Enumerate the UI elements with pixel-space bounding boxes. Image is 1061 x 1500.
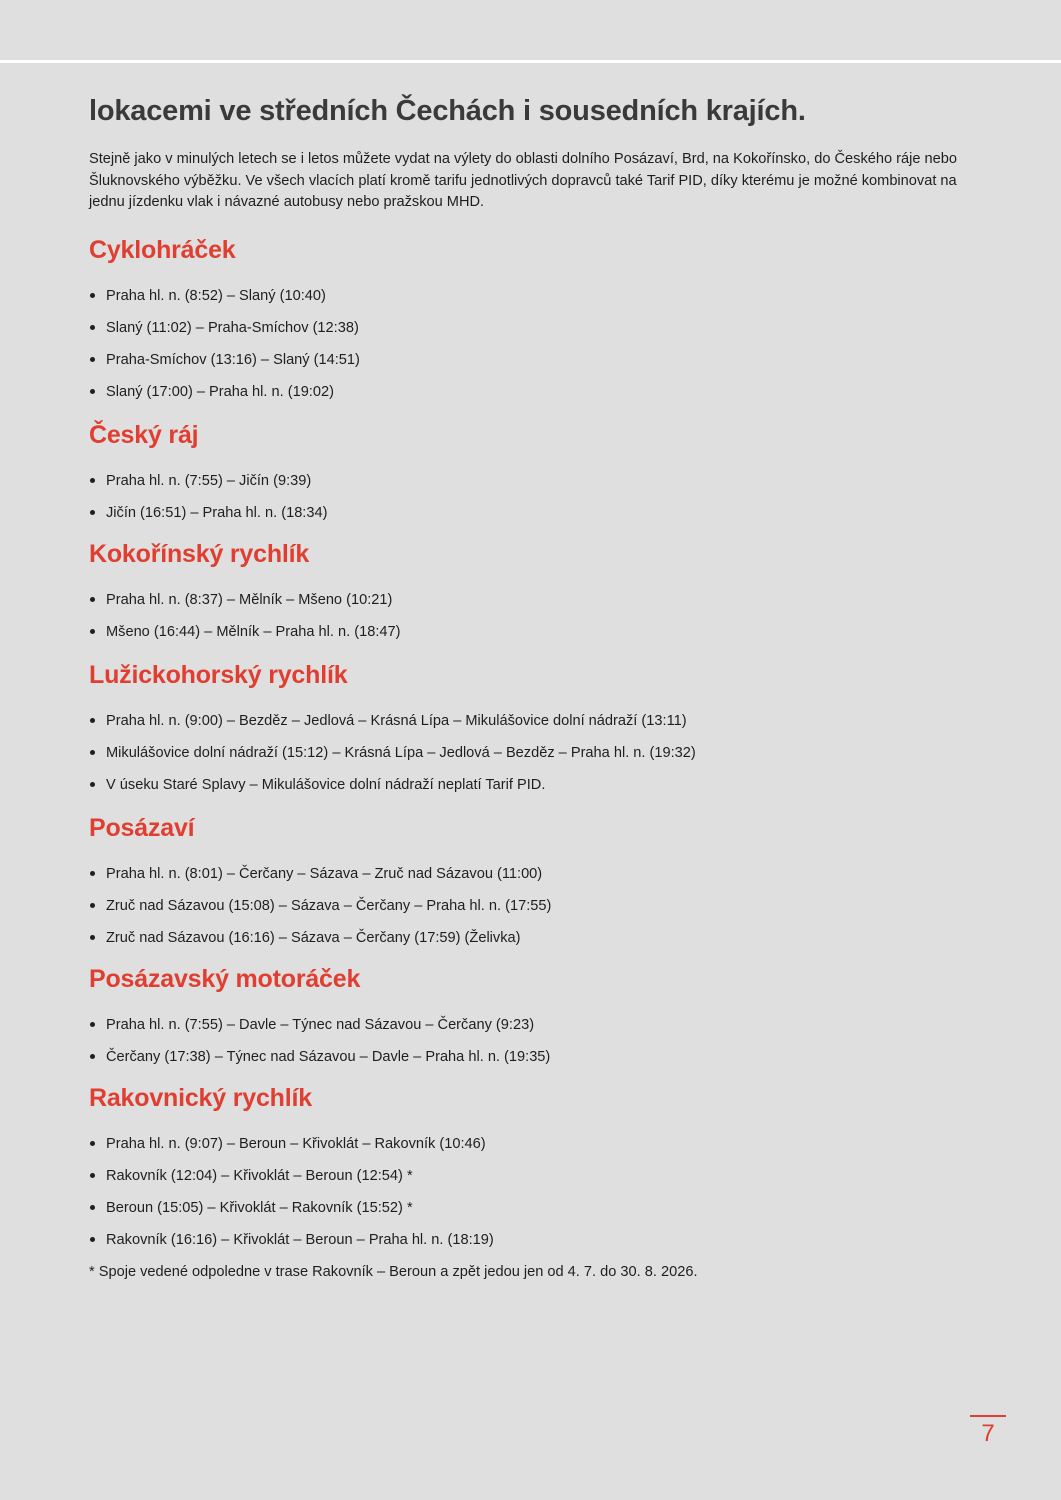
route-text: Beroun (15:05) – Křivoklát – Rakovník (15:52) * bbox=[106, 1199, 413, 1216]
route-section bbox=[89, 963, 979, 1079]
route-list bbox=[89, 1015, 979, 1079]
bullet-icon bbox=[90, 1205, 95, 1210]
bullet-icon bbox=[90, 1173, 95, 1178]
route-text: Praha hl. n. (8:52) – Slaný (10:40) bbox=[106, 287, 326, 304]
route-item bbox=[89, 1230, 979, 1262]
route-text: Praha hl. n. (8:01) – Čerčany – Sázava – Zruč nad Sázavou (11:00) bbox=[106, 865, 543, 882]
route-list bbox=[89, 864, 979, 960]
page-content bbox=[89, 92, 979, 1282]
route-section bbox=[89, 419, 979, 535]
route-item bbox=[89, 1134, 979, 1166]
bullet-icon bbox=[90, 389, 95, 394]
route-sections bbox=[89, 234, 979, 1262]
route-item bbox=[89, 286, 979, 318]
route-text: Slaný (17:00) – Praha hl. n. (19:02) bbox=[106, 383, 334, 400]
route-item bbox=[89, 1198, 979, 1230]
section-title: Posázavský motoráček bbox=[89, 964, 361, 993]
bullet-icon bbox=[90, 1022, 95, 1027]
route-item bbox=[89, 622, 979, 654]
bullet-icon bbox=[90, 357, 95, 362]
route-text: Jičín (16:51) – Praha hl. n. (18:34) bbox=[106, 504, 328, 521]
route-text: Rakovník (16:16) – Křivoklát – Beroun – Praha hl. n. (18:19) bbox=[106, 1231, 494, 1248]
top-rule bbox=[0, 60, 1061, 63]
route-item bbox=[89, 711, 979, 743]
section-title: Cyklohráček bbox=[89, 235, 236, 264]
bullet-icon bbox=[90, 903, 95, 908]
bullet-icon bbox=[90, 1237, 95, 1242]
route-section bbox=[89, 659, 979, 807]
section-title: Český ráj bbox=[89, 420, 199, 449]
route-text: Čerčany (17:38) – Týnec nad Sázavou – Davle – Praha hl. n. (19:35) bbox=[106, 1048, 551, 1065]
route-list bbox=[89, 711, 979, 807]
route-text: Praha hl. n. (8:37) – Mělník – Mšeno (10:21) bbox=[106, 591, 393, 608]
route-text: Zruč nad Sázavou (15:08) – Sázava – Čerčany – Praha hl. n. (17:55) bbox=[106, 897, 552, 914]
bullet-icon bbox=[90, 325, 95, 330]
route-item bbox=[89, 1166, 979, 1198]
bullet-icon bbox=[90, 629, 95, 634]
bullet-icon bbox=[90, 1054, 95, 1059]
route-section bbox=[89, 538, 979, 654]
section-title: Rakovnický rychlík bbox=[89, 1083, 312, 1112]
route-list bbox=[89, 1134, 979, 1262]
route-text: Mikulášovice dolní nádraží (15:12) – Krásná Lípa – Jedlová – Bezděz – Praha hl. n. (19:32) bbox=[106, 744, 696, 761]
bullet-icon bbox=[90, 293, 95, 298]
route-text: Praha-Smíchov (13:16) – Slaný (14:51) bbox=[106, 351, 360, 368]
page-number: 7 bbox=[981, 1420, 995, 1447]
footnote: * Spoje vedené odpoledne v trase Rakovník – Beroun a zpět jedou jen od 4. 7. do 30. 8. 2026. bbox=[89, 1263, 698, 1280]
route-text: Praha hl. n. (9:00) – Bezděz – Jedlová – Krásná Lípa – Mikulášovice dolní nádraží (13:11) bbox=[106, 712, 687, 729]
route-text: Rakovník (12:04) – Křivoklát – Beroun (12:54) * bbox=[106, 1167, 413, 1184]
route-text: V úseku Staré Splavy – Mikulášovice dolní nádraží neplatí Tarif PID. bbox=[106, 776, 546, 793]
page-number-box bbox=[970, 1415, 1006, 1449]
route-section bbox=[89, 1082, 979, 1262]
route-section bbox=[89, 234, 979, 414]
bullet-icon bbox=[90, 782, 95, 787]
section-title: Lužickohorský rychlík bbox=[89, 660, 348, 689]
bullet-icon bbox=[90, 510, 95, 515]
section-title: Kokořínský rychlík bbox=[89, 539, 310, 568]
bullet-icon bbox=[90, 935, 95, 940]
bullet-icon bbox=[90, 718, 95, 723]
route-item bbox=[89, 743, 979, 775]
bullet-icon bbox=[90, 597, 95, 602]
route-item bbox=[89, 775, 979, 807]
route-text: Slaný (11:02) – Praha-Smíchov (12:38) bbox=[106, 319, 359, 336]
route-item bbox=[89, 1015, 979, 1047]
route-section bbox=[89, 812, 979, 960]
route-item bbox=[89, 896, 979, 928]
route-item bbox=[89, 864, 979, 896]
route-text: Mšeno (16:44) – Mělník – Praha hl. n. (18:47) bbox=[106, 623, 401, 640]
section-title: Posázaví bbox=[89, 813, 195, 842]
route-list bbox=[89, 286, 979, 414]
bullet-icon bbox=[90, 871, 95, 876]
intro-paragraph: Stejně jako v minulých letech se i letos můžete vydat na výlety do oblasti dolního Posázaví, Brd, na Kokořínsko, do Českého ráje nebo Šluknovského výběžku. Ve všech vlacích platí kromě tarifu jednotlivých dopravců také Tarif PID, díky kterému je možné kombinovat na jednu jízdenku vlak i návazné autobusy nebo pražskou MHD. bbox=[89, 151, 958, 210]
route-item bbox=[89, 1047, 979, 1079]
route-text: Praha hl. n. (9:07) – Beroun – Křivoklát – Rakovník (10:46) bbox=[106, 1135, 486, 1152]
route-text: Praha hl. n. (7:55) – Jičín (9:39) bbox=[106, 472, 312, 489]
route-item bbox=[89, 350, 979, 382]
bullet-icon bbox=[90, 1141, 95, 1146]
page-heading: lokacemi ve středních Čechách i sousedních krajích. bbox=[89, 95, 806, 127]
route-item bbox=[89, 928, 979, 960]
route-item bbox=[89, 503, 979, 535]
route-item bbox=[89, 471, 979, 503]
route-list bbox=[89, 590, 979, 654]
bullet-icon bbox=[90, 750, 95, 755]
route-list bbox=[89, 471, 979, 535]
route-text: Praha hl. n. (7:55) – Davle – Týnec nad Sázavou – Čerčany (9:23) bbox=[106, 1016, 535, 1033]
route-text: Zruč nad Sázavou (16:16) – Sázava – Čerčany (17:59) (Želivka) bbox=[106, 929, 521, 946]
bullet-icon bbox=[90, 478, 95, 483]
route-item bbox=[89, 318, 979, 350]
route-item bbox=[89, 590, 979, 622]
route-item bbox=[89, 382, 979, 414]
